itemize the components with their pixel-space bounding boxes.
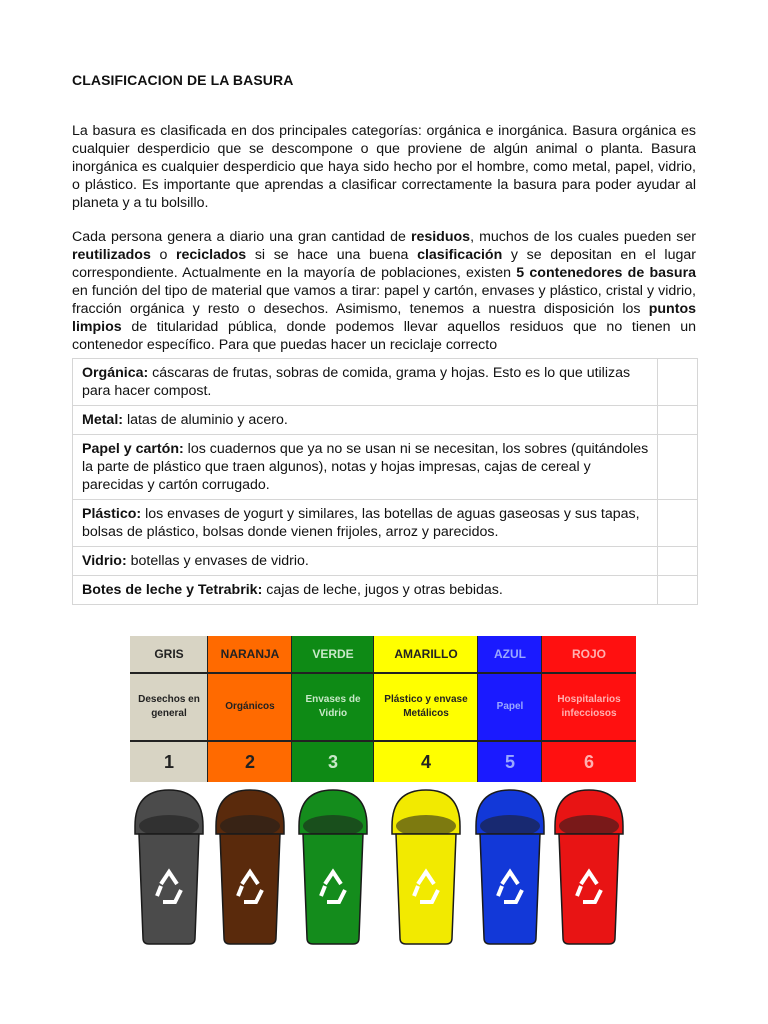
containers-paragraph: Cada persona genera a diario una gran cantidad de residuos, muchos de los cuales pueden ser reutilizados o reciclados si se hace una buena clasificación y se depositan en el lugar correspondiente. Actualmente en la mayoría de poblaciones, existen 5 contenedores de basura en función del tipo de material que vamos a tirar: papel y cartón, envases y plástico, cristal y vidrio, fracción orgánica y resto o desechos. Asimismo, tenemos a nuestra disposición los puntos limpios de titularidad pública, donde podemos llevar aquellos residuos que no tienen un contenedor específico. Para que puedas hacer un reciclaje correcto [72,229,697,354]
bin-description: Orgánicos [208,674,292,742]
row-text: cajas de leche, jugos y otras bebidas. [262,582,503,598]
row-label: Metal: [82,412,123,428]
bin-number: 5 [504,751,515,772]
bin-description: Desechos en general [130,674,208,742]
table-row [73,500,698,547]
bin-description: Envases de Vidrio [292,674,374,742]
table-row [73,406,698,435]
bin-color-name: VERDE [292,636,374,674]
table-row [73,359,698,406]
bin-description: Papel [478,674,542,742]
recycling-bin [212,786,288,946]
recycling-bin [388,786,464,946]
bin-description: Plástico y envase Metálicos [374,674,478,742]
waste-types-table [72,358,698,605]
bin-description: Hospitalarios infecciosos [542,674,636,742]
recycling-bins-figure [130,636,638,946]
bin-label-column [208,636,292,782]
recycling-bin [131,786,207,946]
bin-number: 3 [327,751,338,772]
page-title: CLASIFICACION DE LA BASURA [72,72,294,88]
row-label: Botes de leche y Tetrabrik: [82,582,263,598]
intro-paragraph: La basura es clasificada en dos principales categorías: orgánica e inorgánica. Basura orgánica es cualquier desperdicio que se descompone o que proviene de algún animal o planta. Basura inorgánica es cualquier desperdicio que haya sido hecho por el hombre, como metal, papel, vidrio, o plástico. Es importante que aprendas a clasificar correctamente la basura para poder ayudar al planeta y a tu bolsillo. [72,123,696,212]
bin-number: 2 [244,751,255,772]
row-text: cáscaras de frutas, sobras de comida, grama y hojas. Esto es lo que utilizas para hacer compost. [82,365,631,399]
bin-label-column [130,636,208,782]
row-label: Orgánica: [82,365,149,381]
bin-color-name: GRIS [130,636,208,674]
bin-number: 6 [583,751,594,772]
row-text: los cuadernos que ya no se usan ni se necesitan, los sobres (quitándoles la parte de plástico que traen algunos), notas y hojas impresas, cajas de cereal y parecidas y cartón corrugado. [82,441,649,493]
recycling-bin [472,786,548,946]
bin-color-name: AMARILLO [374,636,478,674]
bin-label-column [542,636,636,782]
bin-label-column [374,636,478,782]
row-text: botellas y envases de vidrio. [126,553,309,569]
bin-color-name: NARANJA [208,636,292,674]
bin-color-name: AZUL [478,636,542,674]
row-text: los envases de yogurt y similares, las botellas de aguas gaseosas y sus tapas, bolsas de plástico, bolsas donde vienen frijoles, arroz y parecidos. [82,506,640,540]
row-label: Plástico: [82,506,142,522]
recycling-bin [295,786,371,946]
recycling-bin [551,786,627,946]
bin-label-column [478,636,542,782]
row-label: Papel y cartón: [82,441,184,457]
bin-number: 1 [163,751,174,772]
row-label: Vidrio: [82,553,127,569]
table-row [73,547,698,576]
bin-label-column [292,636,374,782]
bin-color-name: ROJO [542,636,636,674]
row-text: latas de aluminio y acero. [123,412,288,428]
bin-number: 4 [420,751,431,772]
table-row [73,576,698,605]
table-row [73,435,698,500]
